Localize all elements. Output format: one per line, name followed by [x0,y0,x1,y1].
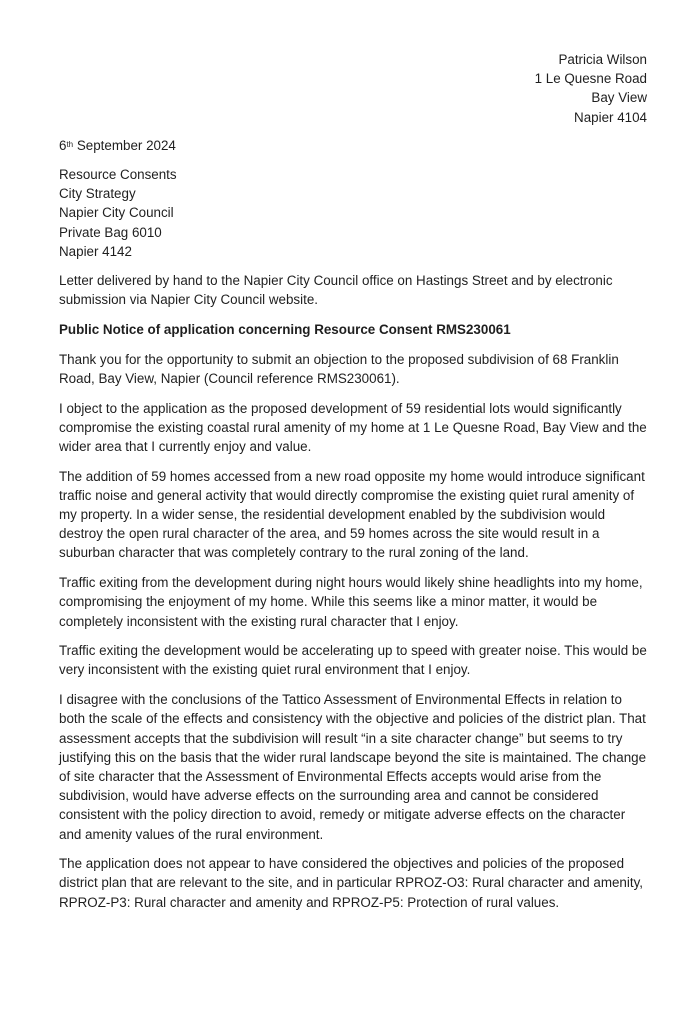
body-paragraph: The addition of 59 homes accessed from a new road opposite my home would introduce significant traffic noise and general activity that would directly compromise the existing quiet rural amenity of my property. In a wider sense, the residential development enabled by the subdivision would destroy the open rural character of the area, and 59 homes across the site would result in a suburban character that was completely contrary to the rural zoning of the land. [59,468,645,561]
body-paragraph: Traffic exiting the development would be accelerating up to speed with greater noise. This would be very inconsistent with the existing quiet rural environment that I enjoy. [59,643,647,678]
recipient-line: Napier City Council [59,205,174,221]
letter-date [59,136,176,155]
date-day: 6 [59,138,67,153]
recipient-line: City Strategy [59,186,136,202]
body-paragraph: I disagree with the conclusions of the Tattico Assessment of Environmental Effects in relation to both the scale of the effects and consistency with the objective and policies of the district plan. That assessment accepts that the subdivision will result “in a site character change” but seems to try justifying this on the basis that the wider rural landscape beyond the site is maintained. The change of site character that the Assessment of Environmental Effects accepts would arise from the subdivision, would have adverse effects on the surrounding area and cannot be considered consistent with the policy direction to avoid, remedy or mitigate adverse effects on the character and amenity values of the rural environment. [59,692,647,842]
date-suffix: th [66,140,74,149]
subject-heading: Public Notice of application concerning Resource Consent RMS230061 [59,321,511,337]
delivery-note: Letter delivered by hand to the Napier City Council office on Hastings Street and by electronic submission via Napier City Council website. [59,273,613,308]
body-paragraph: The application does not appear to have considered the objectives and policies of the proposed district plan that are relevant to the site, and in particular RPROZ-O3: Rural character and amenity, RPROZ-P3: Rural character and amenity and RPROZ-P5: Protection of rural values. [59,856,643,910]
recipient-line: Napier 4142 [59,243,132,259]
letter-body [59,271,649,922]
recipient-line: Resource Consents [59,167,177,182]
body-paragraph: Thank you for the opportunity to submit an objection to the proposed subdivision of 68 Franklin Road, Bay View, Napier (Council reference RMS230061). [59,351,619,386]
sender-suburb: Bay View [591,90,647,106]
body-paragraph: Traffic exiting from the development during night hours would likely shine headlights into my home, compromising the enjoyment of my home. While this seems like a minor matter, it would be completely inconsistent with the existing rural character that I enjoy. [59,575,643,629]
date-month-year: September 2024 [73,138,176,153]
body-paragraph: I object to the application as the proposed development of 59 residential lots would significantly compromise the existing coastal rural amenity of my home at 1 Le Quesne Road, Bay View and the wider area that I currently enjoy and value. [59,400,647,454]
sender-name: Patricia Wilson [558,52,647,67]
recipient-line: Private Bag 6010 [59,224,162,240]
sender-city: Napier 4104 [574,109,647,125]
sender-street: 1 Le Quesne Road [534,71,647,87]
sender-address [535,50,647,127]
recipient-address [59,165,177,261]
